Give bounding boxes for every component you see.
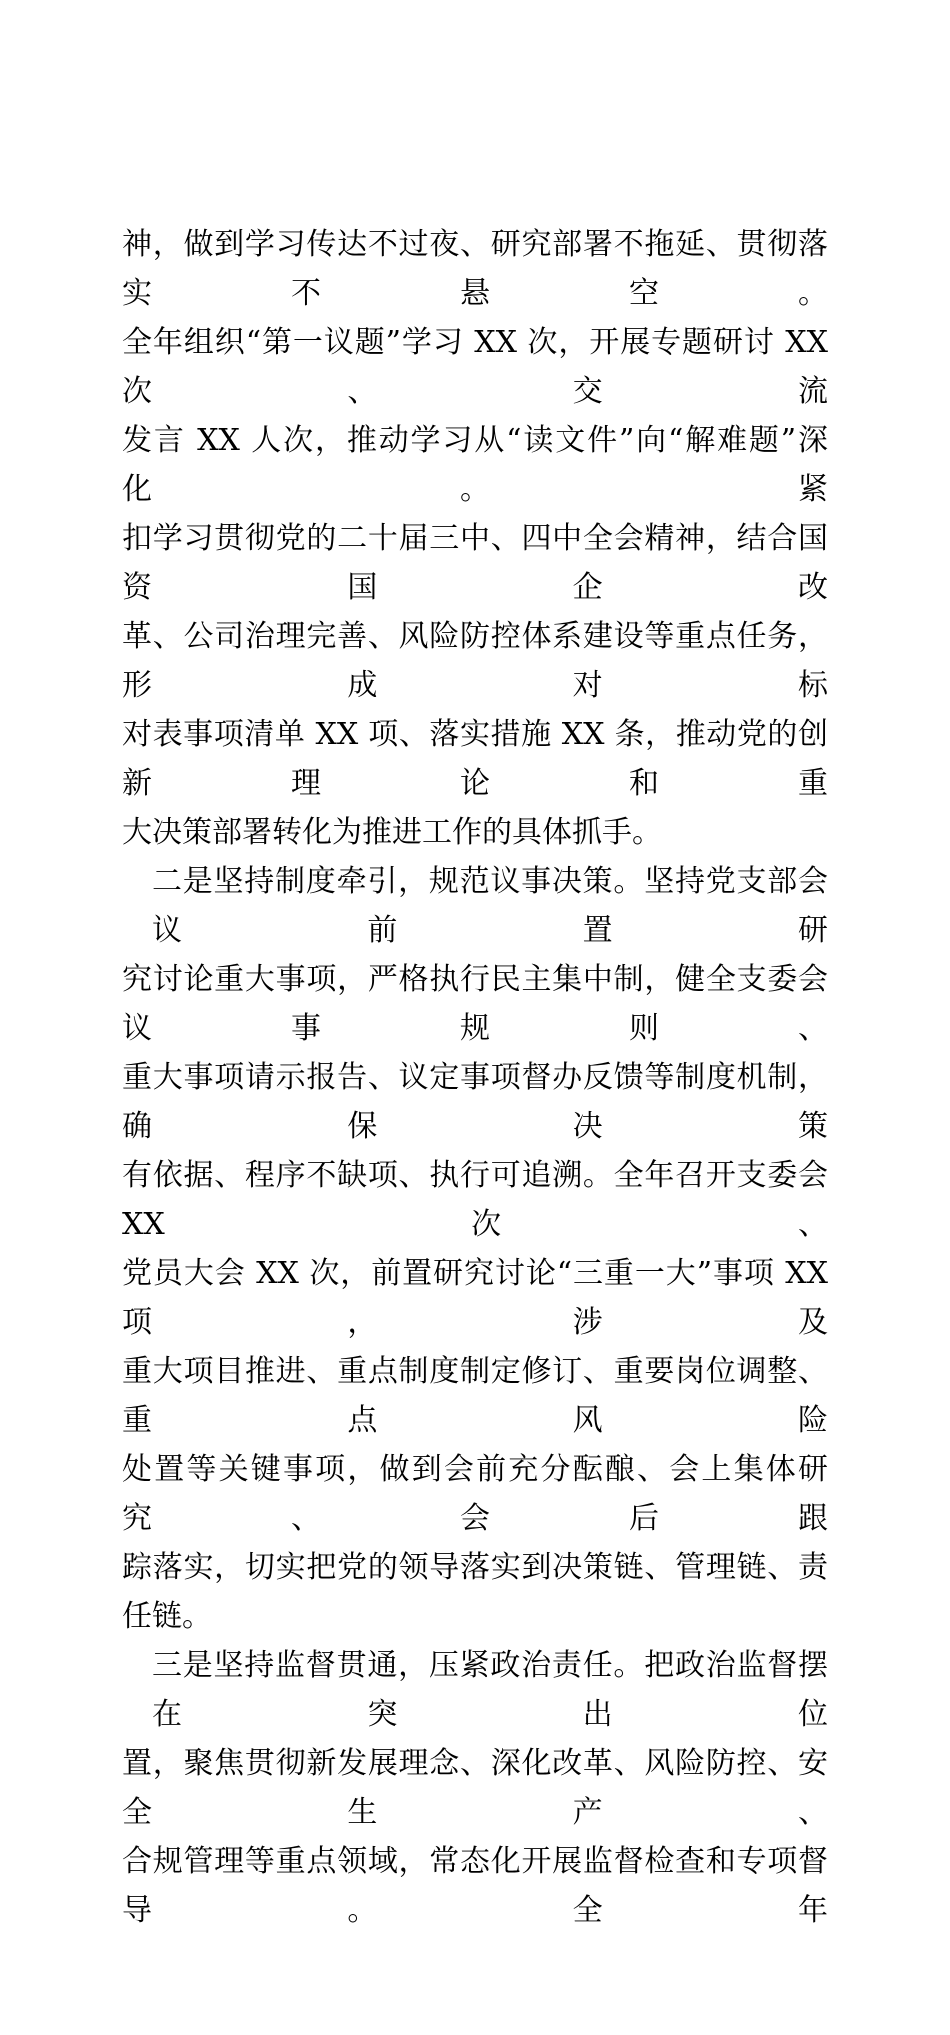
document-body	[122, 220, 828, 1935]
text-line: 二是坚持制度牵引，规范议事决策。坚持党支部会议前置研	[152, 864, 828, 948]
paragraph-3	[122, 1641, 828, 1935]
paragraph-2	[122, 857, 828, 1641]
text-line: 革、公司治理完善、风险防控体系建设等重点任务，形成对标	[122, 619, 828, 703]
text-line: 全年组织“第一议题”学习 XX 次，开展专题研讨 XX 次、交流	[122, 325, 828, 409]
text-line: 党员大会 XX 次，前置研究讨论“三重一大”事项 XX 项，涉及	[122, 1256, 828, 1340]
text-line: 处置等关键事项，做到会前充分酝酿、会上集体研究、会后跟	[122, 1452, 828, 1536]
text-line: 有依据、程序不缺项、执行可追溯。全年召开支委会 XX 次、	[122, 1158, 828, 1242]
text-line: 置，聚焦贯彻新发展理念、深化改革、风险防控、安全生产、	[122, 1746, 828, 1830]
text-line: 发言 XX 人次，推动学习从“读文件”向“解难题”深化。紧	[122, 423, 828, 507]
text-line: 合规管理等重点领域，常态化开展监督检查和专项督导。全年	[122, 1844, 828, 1928]
text-line: 重大事项请示报告、议定事项督办反馈等制度机制，确保决策	[122, 1060, 828, 1144]
text-line: 对表事项清单 XX 项、落实措施 XX 条，推动党的创新理论和重	[122, 717, 828, 801]
text-line: 踪落实，切实把党的领导落实到决策链、管理链、责任链。	[122, 1550, 828, 1634]
text-line: 神，做到学习传达不过夜、研究部署不拖延、贯彻落实不悬空。	[122, 227, 828, 311]
text-line: 究讨论重大事项，严格执行民主集中制，健全支委会议事规则、	[122, 962, 828, 1046]
text-line: 三是坚持监督贯通，压紧政治责任。把政治监督摆在突出位	[152, 1648, 828, 1732]
text-line: 大决策部署转化为推进工作的具体抓手。	[122, 815, 662, 850]
text-line: 扣学习贯彻党的二十届三中、四中全会精神，结合国资国企改	[122, 521, 828, 605]
paragraph-1	[122, 220, 828, 857]
text-line: 重大项目推进、重点制度制定修订、重要岗位调整、重点风险	[122, 1354, 828, 1438]
